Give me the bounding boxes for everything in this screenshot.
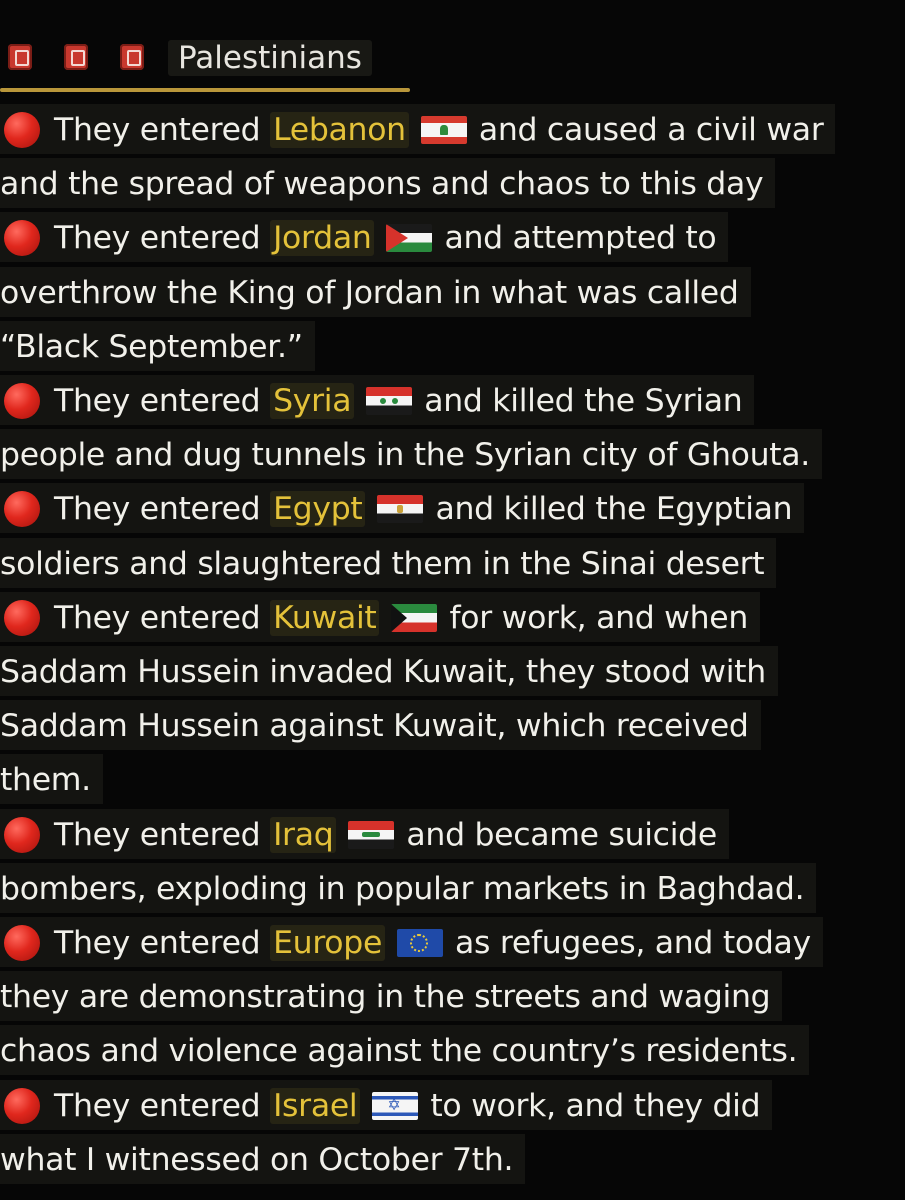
bullet-intro: They entered — [54, 816, 271, 853]
country-name: Egypt — [270, 491, 365, 527]
bullet-item — [0, 592, 760, 642]
country-name: Iraq — [270, 817, 336, 853]
bullet-continuation — [0, 754, 103, 804]
bullet-item — [0, 483, 804, 533]
bullet-intro: They entered — [54, 112, 271, 148]
bullet-text: and became suicide — [406, 816, 717, 853]
bullet-item — [0, 212, 728, 262]
lebanon-flag-icon — [421, 116, 467, 144]
red-circle-icon — [4, 1088, 40, 1124]
bullet-text: as refugees, and today — [455, 925, 811, 961]
israel-flag-icon — [372, 1092, 418, 1120]
eu-flag-icon — [397, 929, 443, 957]
country-name: Israel — [270, 1088, 360, 1124]
mobile-phone-icon — [8, 44, 32, 70]
red-circle-icon — [4, 925, 40, 961]
jordan-flag-icon — [386, 224, 432, 252]
bullet-text: and killed the Egyptian — [435, 491, 793, 528]
bullet-continuation-text: Saddam Hussein against Kuwait, which received — [0, 708, 749, 745]
bullet-intro: They entered — [54, 1087, 271, 1124]
bullet-intro: They entered — [54, 925, 271, 961]
bullet-continuation-text: them. — [0, 762, 91, 799]
bullet-continuation — [0, 429, 822, 479]
post-header — [0, 36, 440, 96]
bullet-continuation-text: and the spread of weapons and chaos to this day — [0, 166, 764, 203]
bullet-continuation-text: chaos and violence against the country’s residents. — [0, 1033, 798, 1070]
red-circle-icon — [4, 220, 40, 256]
bullet-intro: They entered — [54, 383, 271, 419]
bullet-intro: They entered — [54, 599, 271, 636]
country-name: Lebanon — [270, 112, 409, 148]
bullet-intro: They entered — [54, 220, 271, 257]
bullet-continuation — [0, 1025, 809, 1075]
bullet-item — [0, 104, 835, 154]
iraq-flag-icon — [348, 821, 394, 849]
bullet-continuation — [0, 321, 315, 371]
header-title: Palestinians — [168, 40, 372, 76]
kuwait-flag-icon — [391, 604, 437, 632]
egypt-flag-icon — [377, 495, 423, 523]
bullet-intro: They entered — [54, 491, 271, 528]
bullet-continuation — [0, 538, 776, 588]
mobile-phone-icon — [120, 44, 144, 70]
bullet-text: for work, and when — [449, 599, 749, 636]
bullet-continuation-text: “Black September.” — [0, 328, 303, 365]
bullet-continuation-text: what I witnessed on October 7th. — [0, 1141, 514, 1178]
bullet-continuation — [0, 863, 816, 913]
header-underline — [0, 88, 410, 92]
bullet-item — [0, 1080, 772, 1130]
bullet-text: and caused a civil war — [478, 112, 824, 148]
bullet-continuation — [0, 971, 782, 1021]
red-circle-icon — [4, 383, 40, 419]
bullet-item — [0, 375, 754, 425]
syria-flag-icon — [366, 387, 412, 415]
red-circle-icon — [4, 491, 40, 527]
country-name: Europe — [270, 925, 385, 961]
bullet-text: and killed the Syrian — [424, 383, 743, 419]
bullet-continuation — [0, 646, 778, 696]
bullet-continuation-text: overthrow the King of Jordan in what was called — [0, 274, 739, 311]
bullet-continuation — [0, 158, 775, 208]
mobile-phone-icon — [64, 44, 88, 70]
bullet-continuation-text: they are demonstrating in the streets and waging — [0, 979, 771, 1016]
red-circle-icon — [4, 112, 40, 148]
bullet-item — [0, 809, 729, 859]
red-circle-icon — [4, 600, 40, 636]
red-circle-icon — [4, 817, 40, 853]
bullet-text: and attempted to — [444, 220, 717, 257]
bullet-continuation-text: soldiers and slaughtered them in the Sinai desert — [0, 545, 765, 582]
bullet-item — [0, 917, 823, 967]
bullet-continuation-text: people and dug tunnels in the Syrian city of Ghouta. — [0, 437, 811, 474]
bullet-text: to work, and they did — [430, 1087, 761, 1124]
country-name: Jordan — [270, 220, 374, 256]
country-name: Syria — [270, 383, 354, 419]
bullet-continuation — [0, 1134, 525, 1184]
country-name: Kuwait — [270, 600, 379, 636]
bullet-continuation — [0, 700, 761, 750]
bullet-continuation-text: bombers, exploding in popular markets in Baghdad. — [0, 870, 805, 907]
bullet-continuation — [0, 267, 751, 317]
bullet-continuation-text: Saddam Hussein invaded Kuwait, they stood with — [0, 654, 766, 690]
